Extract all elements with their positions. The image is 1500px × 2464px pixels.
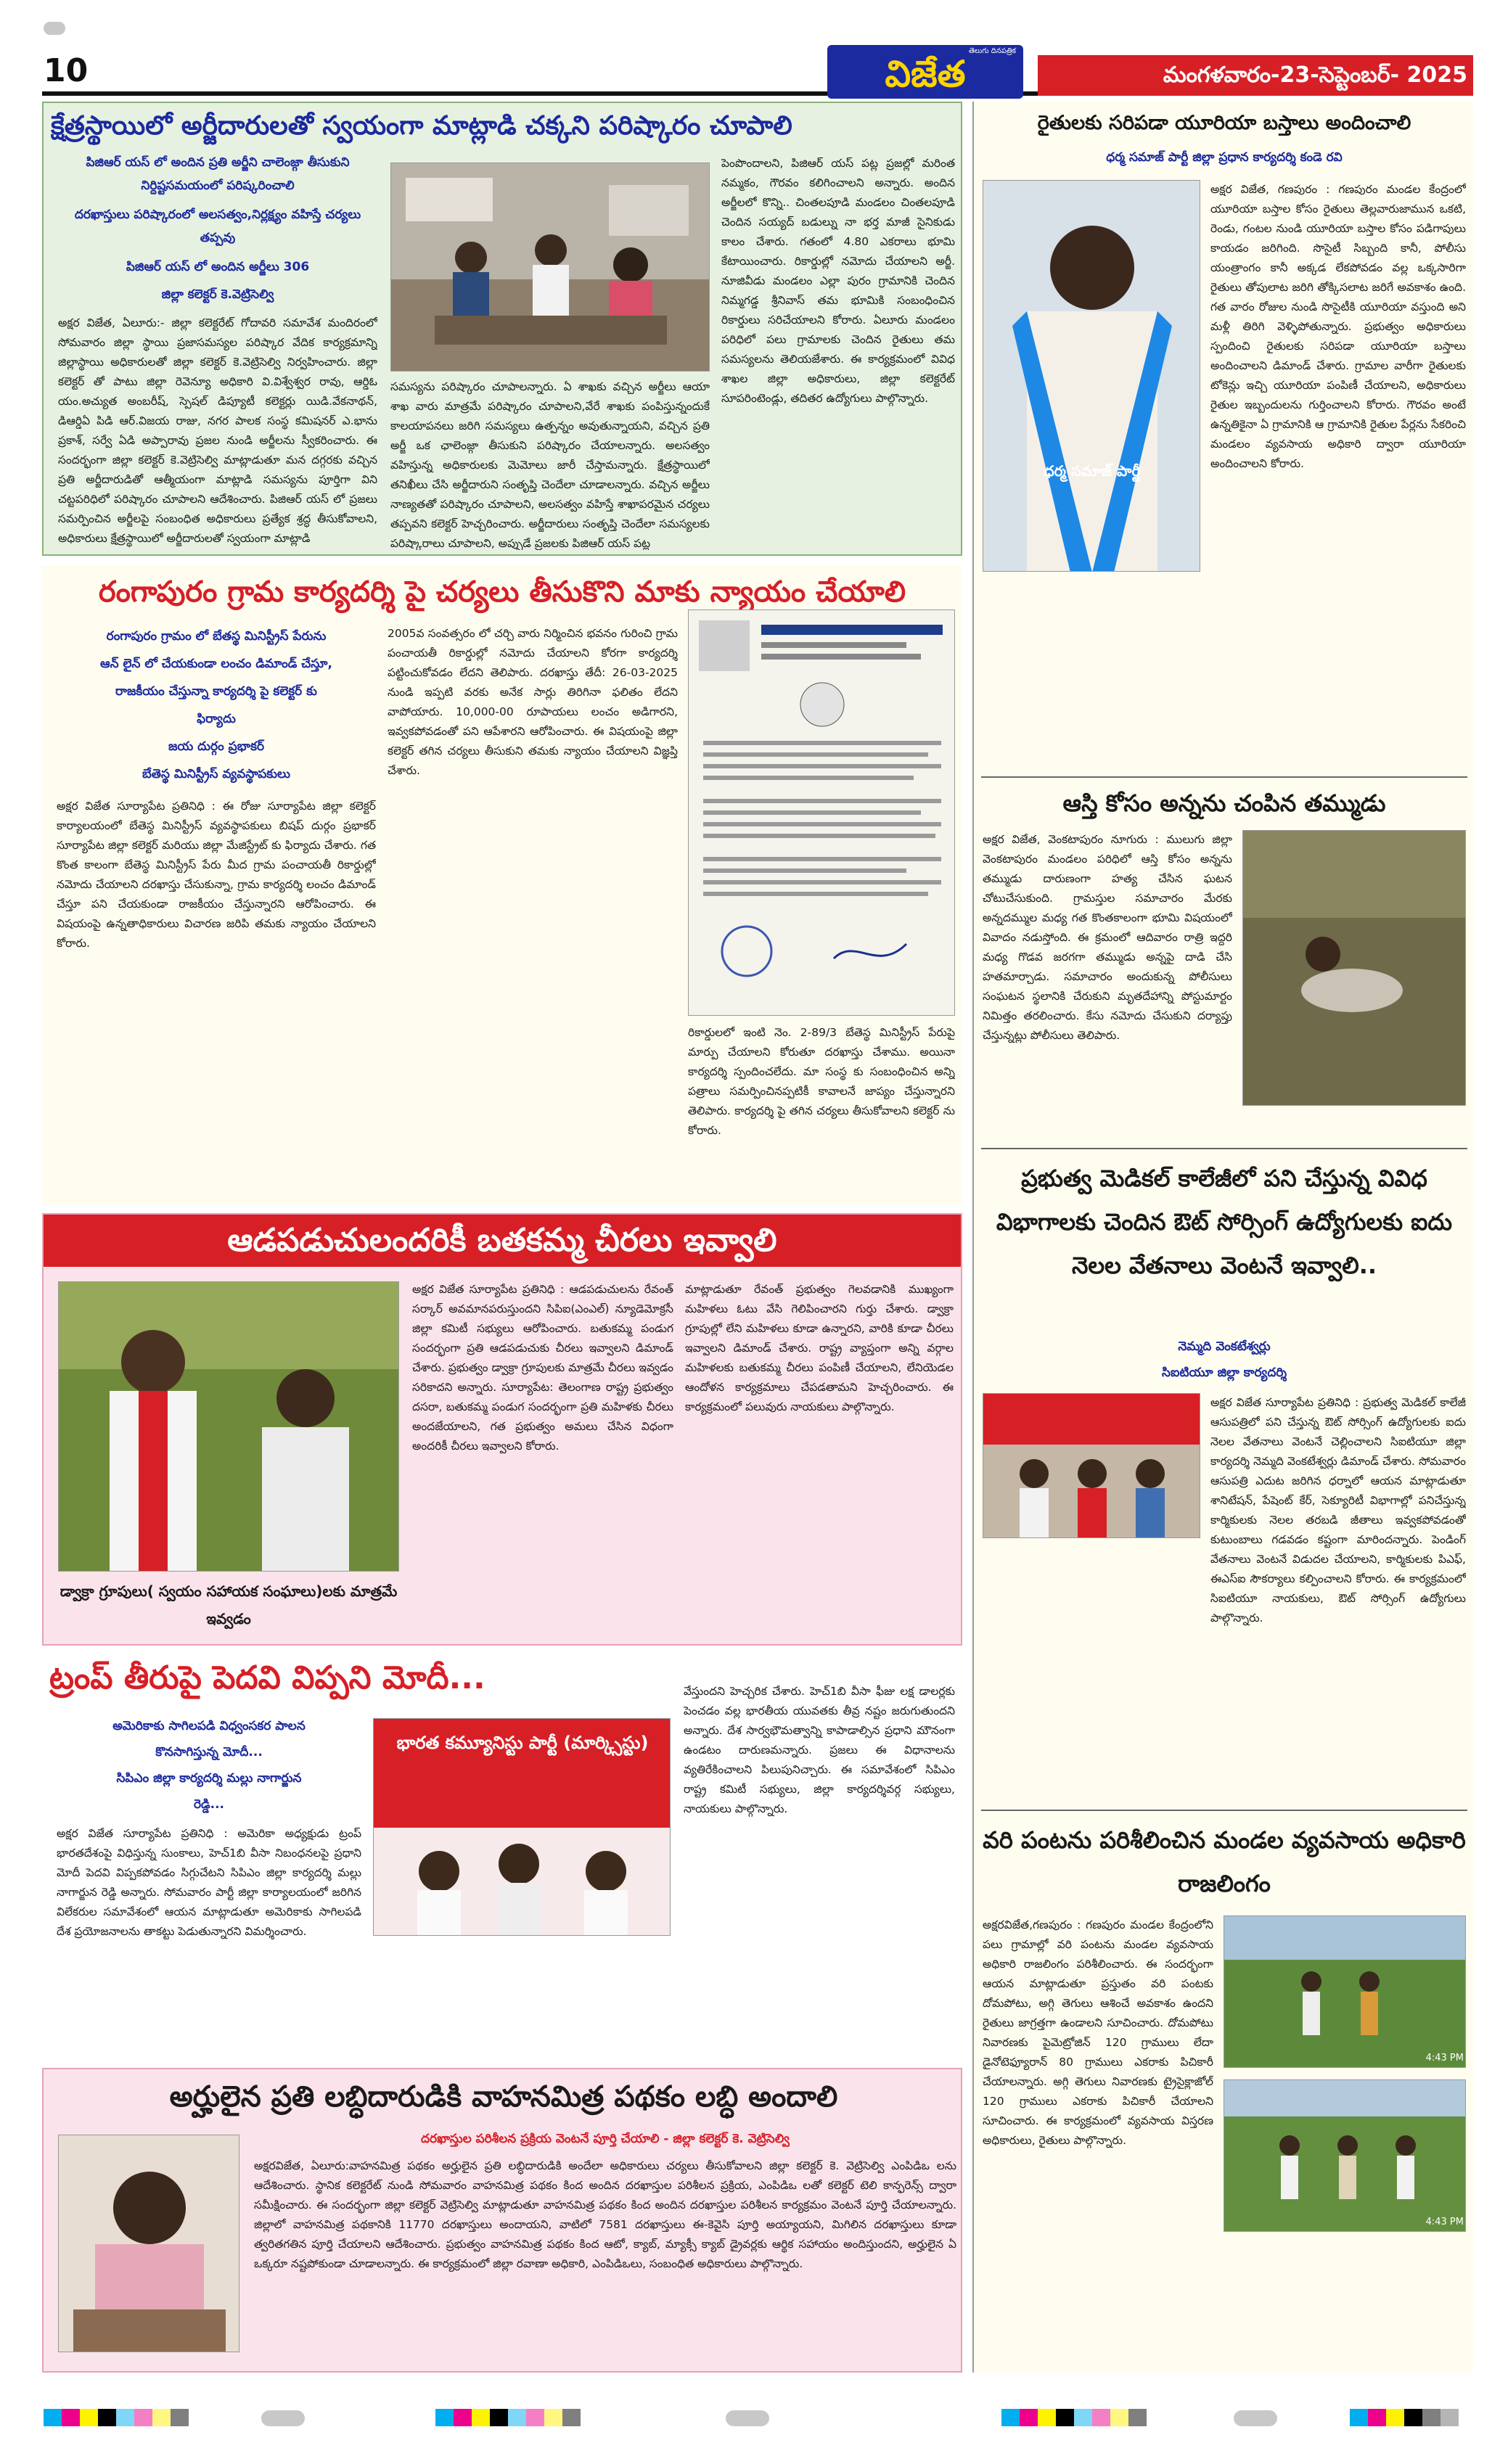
right2-headline: ఆస్తి కోసం అన్నను చంపిన తమ్ముడు [1062,789,1386,817]
registration-oval-3 [1234,2410,1277,2426]
date-bar [1038,55,1473,96]
article5-photo [58,2135,239,2352]
article4-subhead-1: అమెరికాకు సాగిలపడి విధ్వంసకర పాలన [112,1719,306,1733]
party-sash-text: ధర్మ సమాజ్ పార్టీ [1044,462,1141,480]
article2-headline: రంగాపురం గ్రామ కార్యదర్శి పై చర్యలు తీసుకొని మాకు న్యాయం చేయాలి [98,575,906,609]
article3-headline-bar [44,1215,961,1267]
cmyk-strip-left [44,2409,189,2426]
article3-photo [58,1281,399,1572]
cmyk-strip-end [1350,2409,1459,2426]
right4-headline: వరి పంటను పరిశీలించిన మండల వ్యవసాయ అధికారి రాజలింగం [983,1826,1466,1897]
article2-body-right: రికార్డులలో ఇంటి నెం. 2-89/3 బేతెస్థ మినిస్ట్రీస్ పేరుపై మార్పు చేయాలని కోరుతూ దరఖాస్తు చేశాము. అయినా కార్యదర్శి స్పందించలేదు. మా సంస్థ కు సంబంధించిన అన్ని పత్రాలు సమర్పించినప్పటికీ కావాలనే జాప్యం చేస్తున్నారని తెలిపారు. కార్యదర్శి పై తగిన చర్యలు తీసుకోవాలని కలెక్టర్ ను కోరారు. [688,1026,955,1137]
collector-meeting-photo [391,163,710,371]
article-bathukamma [42,1213,962,1646]
right2-body: అక్షర విజేత, వెంకటాపురం నూగురు : ములుగు జిల్లా వెంకటాపురం మండలం పరిధిలో ఆస్తి కోసం అన్నను తమ్ముడు దారుణంగా హత్య చేసిన ఘటన చోటుచేసుకుంది. గ్రామస్తుల సమాచారం మేరకు అన్నదమ్ముల మధ్య గత కొంతకాలంగా భూమి విషయంలో వివాదం నడుస్తోంది. ఈ క్రమంలో ఆదివారం రాత్రి ఇద్దరి మధ్య గొడవ జరగగా తమ్ముడు అన్నపై దాడి చేసి హతమార్చాడు. సమాచారం అందుకున్న పోలీసులు సంఘటన స్థలానికి చేరుకుని మృతదేహాన్ని పోస్టుమార్టం నిమిత్తం తరలించారు. కేసు నమోదు చేసుకుని దర్యాప్తు చేస్తున్నట్లు పోలీసులు తెలిపారు. [983,833,1232,1042]
paddy-field-photo-1 [1224,1916,1466,2068]
right4-photo-2-stamp: 4:43 PM [1425,2217,1464,2227]
right1-body: అక్షర విజేత, గణపురం : గణపురం మండల కేంద్రంలో యూరియా బస్తాల కోసం రైతులు తెల్లవారుజామున ఒకటి, రెండు, గంటల నుండి యూరియా బస్తాల కోసం పడిగాపులు కాయడం జరిగింది. సొసైటీ సిబ్బంది కానీ, పోలీసు యంత్రాంగం కానీ అక్కడ లేకపోవడం వల్ల ఒక్కసారిగా రైతులు తోపులాట జరిగి తోక్కిసలాట జరిగే అవకాశం ఉంది. గత వారం రోజుల నుండి సొసైటీకి యూరియా వస్తుంది అని మళ్లీ తిరిగి వెళ్ళిపోతున్నారు. ప్రభుత్వం అధికారులు స్పందించి రైతులకు సరిపడా యూరియా బస్తాలు అందించాలని డిమాండ్ చేశారు. గ్రామాల వారీగా రైతులకు టోకెన్లు ఇచ్చి యూరియా పంపిణీ చేయాలని, అధికారులు రైతుల ఇబ్బందులను గుర్తించాలని కోరారు. గౌరవం అంటే ఉన్నతికైనా ఏ గ్రామానికి ఆ గ్రామానికి రైతుల పేర్లను సేకరించి మండలం వ్యవసాయ అధికారి ద్వారా యూరియా అందించాలని కోరారు. [1210,183,1466,470]
article3-body-right: మాట్లాడుతూ రేవంత్ ప్రభుత్వం గెలవడానికి ముఖ్యంగా మహిళలు ఓటు వేసి గెలిపించారని గుర్తు చేశారు. డ్వాక్రా గ్రూపుల్లో లేని మహిళలు కూడా ఉన్నారని, వారికి కూడా చీరలు ఇవ్వాలని డిమాండ్ చేశారు. రాష్ట్ర వ్యాప్తంగా అన్ని వర్గాల మహిళలకు బతుకమ్మ చీరలు పంపిణీ చేయాలని, లేనియెడల ఆందోళన కార్యక్రమాలు చేపడతామని హెచ్చరించారు. ఈ కార్యక్రమంలో పలువురు నాయకులు పాల్గొన్నారు. [685,1283,954,1413]
right4-photo-1 [1224,1915,1466,2068]
article2-subhead-2: ఆన్ లైన్ లో చేయకుండా లంచం డిమాండ్ చేస్తూ, [100,657,332,671]
article-trump-modi [42,1653,962,2059]
right1-subhead: ధర్మ సమాజ్ పార్టీ జిల్లా ప్రధాన కార్యదర్శి కండె రవి [1106,150,1343,165]
article4-subhead-2: కొనసాగిస్తున్న మోదీ... [155,1745,263,1759]
citu-protest-photo [983,1394,1200,1538]
right3-subhead-1: నెమ్మది వెంకటేశ్వర్లు [1178,1339,1271,1354]
article1-subhead-2: దరఖాస్తులు పరిష్కారంలో అలసత్వం,నిర్లక్ష్యం వహిస్తే చర్యలు తప్పవు [74,208,361,245]
right4-photo-1-stamp: 4:43 PM [1425,2053,1464,2063]
right-divider-2 [981,1148,1467,1149]
logo-small-text: తెలుగు దినపత్రిక [968,47,1016,55]
article1-body-mid: సమస్యను పరిష్కారం చూపాలన్నారు. ఏ శాఖకు వచ్చిన అర్జీలు ఆయా శాఖ వారు మాత్రమే పరిష్కారం చూపాలని,వేరే శాఖకు పంపిస్తున్నందుకే కాలయాపనలు జరిగి సమస్యలు ఉత్పన్నం అవుతున్నాయని, వచ్చిన ప్రతి అర్జీ ఒక ఛాలెంజ్గా తీసుకుని పరిష్కారం చేయాలన్నారు. అలసత్వం వహిస్తున్న అధికారులకు మెమోలు జారీ చేస్తామన్నారు. క్షేత్రస్థాయిలో తనిఖీలు చేసి అర్జీదారుని సంతృప్తి చెందేలా చూడాలన్నారు. వచ్చిన అర్జీలు నాణ్యతతో పరిష్కారం చూపాలని, అలసత్వం వహిస్తే శాఖాపరమైన చర్యలు తప్పవని కలెక్టర్ హెచ్చరించారు. అర్జీదారులు సంతృప్తి చెందేలా సమస్యలకు పరిష్కారాలు చూపాలని, అప్పుడే ప్రజలకు పిజిఆర్ యస్ పట్ల [390,380,710,550]
article2-subhead-6: బేతెస్థ మినిస్ట్రీస్ వ్యవస్థాపకులు [142,767,290,781]
collector-portrait-photo [59,2135,239,2352]
crime-scene-photo [1243,831,1466,1106]
article-vahanamitra [42,2068,962,2373]
two-leaders-photo [59,1282,399,1572]
right3-body: అక్షర విజేత సూర్యాపేట ప్రతినిధి : ప్రభుత్వ మెడికల్ కాలేజీ ఆసుపత్రిలో పని చేస్తున్న ఔట్ సోర్సింగ్ ఉద్యోగులకు ఐదు నెలల వేతనాలు వెంటనే చెల్లించాలని సిఐటియూ జిల్లా కార్యదర్శి నెమ్మది వెంకటేశ్వర్లు డిమాండ్ చేశారు. సోమవారం ఆసుపత్రి ఎదుట జరిగిన ధర్నాలో ఆయన మాట్లాడుతూ శానిటేషన్, పేషెంట్ కేర్, సెక్యూరిటీ విభాగాల్లో పనిచేస్తున్న కార్మికులకు నెలల తరబడి జీతాలు ఇవ్వకపోవడంతో కుటుంబాలు గడవడం కష్టంగా మారిందన్నారు. పెండింగ్ వేతనాలు వెంటనే విడుదల చేయాలని, కార్మికులకు పిఎఫ్, ఈఎస్ఐ సౌకర్యాలు కల్పించాలని కోరారు. ఈ కార్యక్రమంలో సిఐటియూ నాయకులు, ఔట్ సోర్సింగ్ ఉద్యోగులు పాల్గొన్నారు. [1210,1396,1466,1625]
article1-subhead-3: పిజిఆర్ యస్ లో అందిన అర్జీలు 306 [126,260,310,274]
footer-registration-bar [0,2387,1500,2464]
article5-headline: అర్హులైన ప్రతి లబ్ధిదారుడికి వాహనమిత్ర పథకం లబ్ధి అందాలి [169,2080,838,2114]
article4-subhead-3: సిపిఎం జిల్లా కార్యదర్శి మల్లు నాగార్జున [116,1771,302,1786]
article3-body-left: అక్షర విజేత సూర్యాపేట ప్రతినిధి : ఆడపడుచులను రేవంత్ సర్కార్ అవమానపరుస్తుందని సిపిఐ(ఎంఎల్) న్యూడెమోక్రసీ జిల్లా కమిటీ సభ్యులు ఆరోపించారు. బతుకమ్మ పండుగ సందర్భంగా ప్రతి ఆడపడుచుకు చీరలు ఇవ్వాలని డిమాండ్ చేశారు. ప్రభుత్వం డ్వాక్రా గ్రూపులకు మాత్రమే చీరలు ఇవ్వడం సరికాదని అన్నారు. సూర్యాపేట: తెలంగాణ రాష్ట్ర ప్రభుత్వం దసరా, బతుకమ్మ పండుగ సందర్భంగా ప్రతి మహిళకు చీరలు అందజేయాలని, గత ప్రభుత్వం అమలు చేసిన విధంగా అందరికీ చీరలు ఇవ్వాలని కోరారు. [412,1283,673,1453]
right1-headline: రైతులకు సరిపడా యూరియా బస్తాలు అందించాలి [1037,112,1411,134]
article1-headline: క్షేత్రస్థాయిలో అర్జీదారులతో స్వయంగా మాట్లాడి చక్కని పరిష్కారం చూపాలి [51,111,792,141]
article2-subhead-5: జయ దుర్గం ప్రభాకర్ [168,739,265,754]
article-rangapuram [42,566,962,1204]
right3-subhead-2: సిఐటియూ జిల్లా కార్యదర్శి [1162,1366,1287,1380]
article4-subhead-4: రెడ్డి... [193,1797,225,1812]
article2-body-left: అక్షర విజేత సూర్యాపేట ప్రతినిధి : ఈ రోజు సూర్యాపేట జిల్లా కలెక్టర్ కార్యాలయంలో బేతెస్థ మినిస్ట్రీస్ వ్యవస్థాపకులు బిషప్ దుర్గం ప్రభాకర్ సూర్యాపేట జిల్లా కలెక్టర్ మరియు జిల్లా మేజిస్ట్రేట్ కు ఫిర్యాదు చేశారు. గత కొంత కాలంగా బేతెస్థ మినిస్ట్రీస్ పేరు మీద గ్రామ పంచాయతీ రికార్డుల్లో నమోదు చేయాలని దరఖాస్తు చేసుకున్నా, గ్రామ కార్యదర్శి లంచం డిమాండ్ చేస్తూ పని చేయకుండా రాజకీయం చేస్తున్నారని ఆరోపించారు. ఈ విషయంపై ఉన్నతాధికారులు విచారణ జరిపి తమకు న్యాయం చేయాలని కోరారు. [57,800,376,950]
right-divider-3 [981,1810,1467,1811]
article4-body-right: వేస్తుందని హెచ్చరిక చేశారు. హెచ్1బి వీసా ఫీజు లక్ష డాలర్లకు పెంచడం వల్ల భారతీయ యువతకు తీవ్ర నష్టం జరుగుతుందని అన్నారు. దేశ సార్వభౌమత్వాన్ని కాపాడాల్సిన ప్రధాని మౌనంగా ఉండటం దారుణమన్నారు. ప్రజలు ఈ విధానాలను వ్యతిరేకించాలని పిలుపునిచ్చారు. ఈ సమావేశంలో సిపిఎం రాష్ట్ర కమిటీ సభ్యులు, జిల్లా కార్యదర్శివర్గ సభ్యులు, నాయకులు పాల్గొన్నారు. [684,1685,955,1815]
article4-body-left: అక్షర విజేత సూర్యాపేట ప్రతినిధి : అమెరికా అధ్యక్షుడు ట్రంప్ భారతదేశంపై విధిస్తున్న సుంకాలు, హెచ్1బి వీసా నిబంధనలపై ప్రధాని మోదీ పెదవి విప్పకపోవడం సిగ్గుచేటని సిపిఎం జిల్లా కార్యదర్శి మల్లు నాగార్జున రెడ్డి అన్నారు. సోమవారం పార్టీ జిల్లా కార్యాలయంలో జరిగిన విలేకరుల సమావేశంలో ఆయన మాట్లాడుతూ అమెరికాకు సాగిలపడి దేశ ప్రయోజనాలను తాకట్టు పెడుతున్నారని విమర్శించారు. [57,1827,361,1938]
cmyk-strip-right [1001,2409,1147,2426]
newspaper-logo [827,45,1023,99]
right3-photo [983,1393,1200,1538]
registration-oval-2 [726,2410,769,2426]
article4-photo [373,1718,671,1936]
article4-headline: ట్రంప్ తీరుపై పెదవి విప్పని మోదీ... [49,1659,485,1696]
right-column [972,102,1473,2373]
logo-text: విజేత [885,53,966,95]
certificate-document-image [689,610,955,1016]
issue-date: మంగళవారం-23-సెప్టెంబర్- 2025 [1163,62,1467,88]
paddy-field-photo-2 [1224,2080,1466,2232]
party-leader-photo [983,181,1200,572]
article3-photo-caption: డ్వాక్రా గ్రూపులు( స్వయం సహాయక సంఘాలు)లకు మాత్రమే ఇవ్వడం [60,1582,398,1627]
right4-photo-2 [1224,2079,1466,2232]
page-number: 10 [44,52,89,89]
article3-headline: ఆడపడుచులందరికీ బతకమ్మ చీరలు ఇవ్వాలి [227,1222,777,1259]
article1-photo [390,163,710,371]
article2-subhead-3: రాజకీయం చేస్తున్నా కార్యదర్శి పై కలెక్టర్ కు [115,684,317,699]
article1-subhead-4: జిల్లా కలెక్టర్ కె.వెట్రిసెల్వి [161,287,274,302]
article1-subhead-1: పిజిఆర్ యస్ లో అందిన ప్రతి అర్జీని చాలెంజ్గా తీసుకుని నిర్దిష్టసమయంలో పరిష్కరించాలి [86,155,350,193]
article2-document-photo [688,609,955,1016]
cmyk-strip-mid [435,2409,581,2426]
article-collector-grievance [42,102,962,556]
right-divider-1 [981,776,1467,778]
article5-body: అక్షరవిజేత, ఏలూరు:వాహనమిత్ర పథకం అర్హులైన ప్రతి లబ్ధిదారుడికి అందేలా అధికారులు చర్యలు తీసుకోవాలని జిల్లా కలెక్టర్ కె. వెట్రిసెల్వి ఎంపిడిఒ లను ఆదేశించారు. స్థానిక కలెక్టరేట్ నుండి సోమవారం వాహనమిత్ర పథకం కింద అందిన దరఖాస్తుల పరిశీలన ప్రక్రియ, ఎంపిడిఒ లతో కలెక్టర్ టెలి కాన్ఫరెన్స్ ద్వారా సమీక్షించారు. ఈ సందర్భంగా జిల్లా కలెక్టర్ వెట్రిసెల్వి మాట్లాడుతూ వాహనమిత్ర పథకం కింద అందిన దరఖాస్తుల పరిశీలన కార్యక్రమం వెంటనే పూర్తి చేయాలన్నారు. జిల్లాలో వాహనమిత్ర పథకానికి 11770 దరఖాస్తులు అందాయని, వాటిలో 7581 దరఖాస్తులు ఈ-కెవైసి పూర్తి అయ్యాయని, మిగిలిన దరఖాస్తులు కూడా త్వరితగతిన పూర్తి చేయాలని ఆదేశించారు. ప్రభుత్వం వాహనమిత్ర పథకం కింద ఆటో, క్యాబ్, మ్యాక్సీ క్యాబ్ డ్రైవర్లకు ఆర్థిక సహాయం అందిస్తుందని, అర్హులైన ఏ ఒక్కరూ నష్టపోకుండా చూడాలన్నారు. ఈ కార్యక్రమంలో జిల్లా రవాణా అధికారి, ఎంపిడిఒలు, సంబంధిత అధికారులు పాల్గొన్నారు. [254,2159,956,2270]
article2-body-mid: 2005వ సంవత్సరం లో చర్చి వారు నిర్మించిన భవనం గురించి గ్రామ పంచాయతీ రికార్డుల్లో నమోదు చేయాలని కోరగా కార్యదర్శి పట్టించుకోవడం లేదని తెలిపారు. దరఖాస్తు తేదీ: 26-03-2025 నుండి ఇప్పటి వరకు అనేక సార్లు తిరిగినా ఫలితం లేదని వాపోయారు. 10,000-00 రూపాయలు లంచం అడిగారని, ఇవ్వకపోవడంతో పని ఆపేశారని ఆరోపించారు. ఈ విషయంపై జిల్లా కలెక్టర్ తగిన చర్యలు తీసుకుని తమకు న్యాయం చేయాలని విజ్ఞప్తి చేశారు. [388,627,678,777]
right3-headline: ప్రభుత్వ మెడికల్ కాలేజీలో పని చేస్తున్న వివిధ విభాగాలకు చెందిన ఔట్ సోర్సింగ్ ఉద్యోగులకు ఐదు నెలల వేతనాలు వెంటనే ఇవ్వాలి.. [996,1165,1453,1279]
masthead [0,0,1500,102]
page-number-underline [42,91,109,96]
right1-photo [983,180,1200,572]
right4-body: అక్షరవిజేత,గణపురం : గణపురం మండల కేంద్రంలోని పలు గ్రామాల్లో వరి పంటను మండల వ్యవసాయ అధికారి రాజలింగం పరిశీలించారు. ఈ సందర్భంగా ఆయన మాట్లాడుతూ ప్రస్తుతం వరి పంటకు దోమపోటు, అగ్గి తెగులు ఆశించే అవకాశం ఉందని రైతులు జాగ్రత్తగా ఉండాలని సూచించారు. దోమపోటు నివారణకు పైమెట్రోజిన్ 120 గ్రాములు లేదా డైనోటెఫ్యూరాన్ 80 గ్రాములు ఎకరాకు పిచికారీ చేయాలన్నారు. అగ్గి తెగులు నివారణకు ట్రైసైక్లాజోల్ 120 గ్రాములు ఎకరాకు పిచికారీ చేయాలని సూచించారు. ఈ కార్యక్రమంలో వ్యవసాయ విస్తరణ అధికారులు, రైతులు పాల్గొన్నారు. [983,1918,1213,2147]
article1-body-left: అక్షర విజేత, ఏలూరు:- జిల్లా కలెక్టరేట్ గోదావరి సమావేశ మందిరంలో సోమవారం జిల్లా స్థాయి ప్రజాసమస్యల పరిష్కార వేదిక కార్యక్రమాన్ని జిల్లాస్థాయి అధికారులతో జిల్లా కలెక్టర్ కె.వెట్రిసెల్వి నిర్వహించారు. జిల్లా కలెక్టర్ తో పాటు జిల్లా రెవెన్యూ అధికారి వి.విశ్వేశ్వర రావు, ఆర్డిఓ యం.అచ్యుత అంబరీష్, స్పెషల్ డిప్యూటీ కలెక్టర్లు యిడి.వేకనాథన్, డిఆర్డిఏ పిడి ఆర్.విజయ రాజు, నగర పాలక సంస్థ కమిషనర్ ఎ.భాను ప్రకాశ్, సర్వే ఏడి అప్పారావు ప్రజల నుండి అర్జీలను స్వీకరించారు. ఈ సందర్భంగా జిల్లా కలెక్టర్ కె.వెట్రిసెల్వి మాట్లాడుతూ మన దగ్గరకు వచ్చిన ప్రతి అర్జీదారుడితో ఆత్మీయంగా మాట్లాడి సమస్యను పూర్తిగా విని చట్టపరిధిలో పరిష్కారం చూపాలని ఆదేశించారు. పిజిఆర్ యస్ లో ప్రజలు సమర్పించిన అర్జీలపై సంబంధిత అధికారులు ప్రత్యేక శ్రద్ధ తీసుకోవాలని, అధికారులు క్షేత్రస్థాయిలో అర్జీదారులతో స్వయంగా మాట్లాడి [58,316,377,545]
registration-oval-1 [261,2410,305,2426]
right2-photo [1242,830,1466,1106]
registration-marks-left [44,22,65,35]
cpim-banner-text: భారత కమ్యూనిస్టు పార్టీ (మార్క్సిస్టు) [396,1733,649,1753]
article2-subhead-1: రంగాపురం గ్రామం లో బేతస్థ మినిస్ట్రీస్ పేరును [106,629,327,644]
article5-subhead: దరఖాస్తుల పరిశీలన ప్రక్రియ వెంటనే పూర్తి చేయాలి - జిల్లా కలెక్టర్ కె. వెట్రిసెల్వి [421,2132,790,2146]
article2-subhead-4: ఫిర్యాదు [197,712,236,726]
article1-body-right: పెంపొందాలని, పిజిఆర్ యస్ పట్ల ప్రజల్లో మరింత నమ్మకం, గౌరవం కలిగించాలని అన్నారు. అందిన అర్జీలలో కొన్ని.. చింతలపూడి మండలం చింతలపూడి చెందిన సయ్యద్ బడుల్ను నా భర్త మాజీ సైనికుడు కాలం చేశారు. గతంలో 4.80 ఎకరాలు భూమి కేటాయించారు. రికార్డుల్లో నమోదు చేయాలని అర్జీ. నూజివీడు మండలం ఎల్లా పురం గ్రామానికి చెందిన నిమ్మగడ్డ శ్రీనివాస్ తమ భూమికి సంబంధించిన రికార్డులు సరిచేయాలని కోరారు. ఏలూరు మండలం పరిధిలో పలు గ్రామాలకు చెందిన రైతులు తమ సమస్యలను తెలియజేశారు. ఈ కార్యక్రమంలో వివిధ శాఖల జిల్లా అధికారులు, జిల్లా కలెక్టరేట్ సూపరింటెండ్లు, తదితర ఉద్యోగులు పాల్గొన్నారు. [721,157,955,405]
